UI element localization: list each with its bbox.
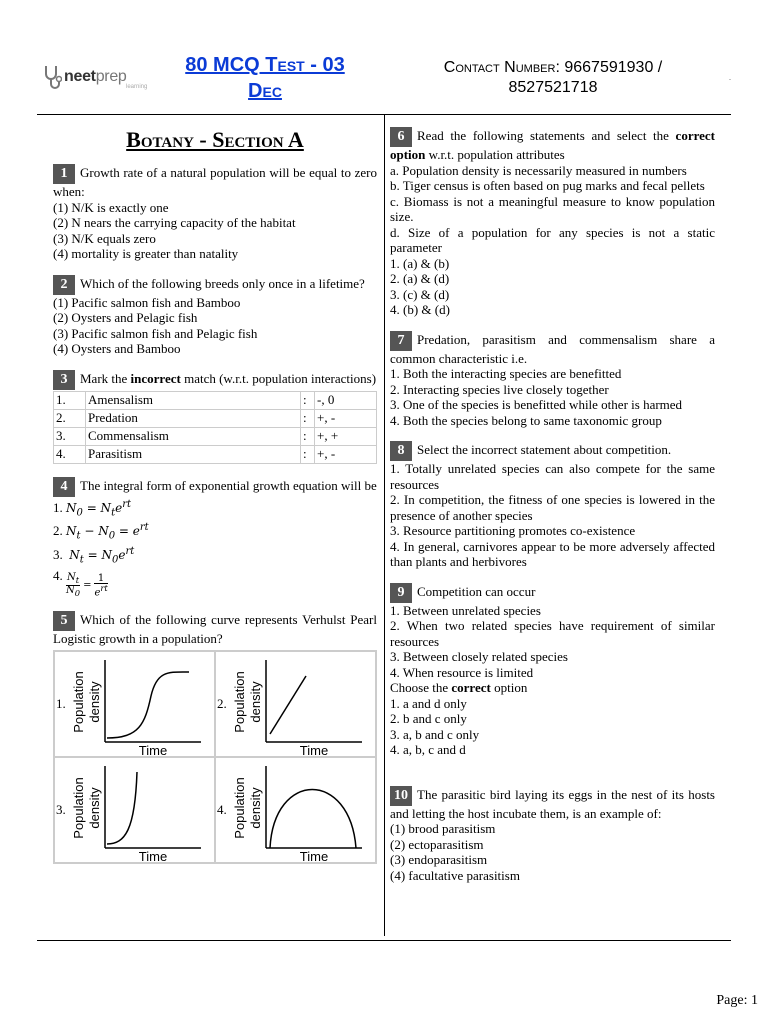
question-9: 9 Competition can occur 1. Between unrelated species 2. When two related species have requirement of similar resources 3. Between closely related species 4. When resource is limited Choose the correct option 1. a and d only 2. b and c only 3. a, b and c only 4. a, b, c and d (390, 583, 715, 757)
question-5: 5 Which of the following curve represents Verhulst Pearl Logistic growth in a population? 1. Population density Time 2. Population density Time 3. Population density Time 4. Population density Time (53, 612, 377, 862)
sigmoid-graph (69, 654, 209, 756)
question-number: 10 (390, 786, 412, 806)
option: 2. $N_t - N_0 = e^{rt}$ (53, 522, 149, 542)
right-column (390, 127, 715, 896)
page-number: Page: 1 (716, 993, 758, 1008)
svg-text:Population: Population (71, 776, 86, 839)
equation: $N_t - N_0 = e^{rt}$ (66, 522, 149, 542)
question-1: 1 Growth rate of a natural population will be equal to zero when: (1) N/K is exactly one (2) N nears the carrying capacity of the habitat (3) N/K equals zero (4) mortality is greater than natality (53, 164, 377, 261)
statement: 4. When resource is limited (390, 664, 534, 680)
column-divider (384, 114, 385, 936)
question-7: 7 Predation, parasitism and commensalism share a common characteristic i.e. 1. Both the interacting species are benefitted 2. Interacting species live closely together 3. One of the species is benefitted while other is harmed 4. Both the species belong to same taxonomic group (390, 331, 715, 428)
option: (4) facultative parasitism (390, 867, 520, 883)
exponential-graph (69, 760, 209, 862)
svg-text:density: density (87, 787, 102, 829)
linear-graph (230, 654, 370, 756)
question-number: 1 (53, 164, 75, 184)
option: 4. a, b, c and d (390, 742, 466, 757)
bottom-rule (37, 940, 731, 941)
option: (4) mortality is greater than natality (53, 246, 239, 261)
svg-text:Time: Time (138, 848, 168, 862)
option: 1. Both the interacting species are benefitted (390, 366, 622, 381)
match-table (53, 391, 377, 464)
option: (2) Oysters and Pelagic fish (53, 310, 198, 325)
option: 1. (a) & (b) (390, 255, 450, 271)
statement: 3. Between closely related species (390, 649, 568, 664)
statement: c. Biomass is not a meaningful measure to know population size. (390, 193, 715, 224)
option: 2. (a) & (d) (390, 271, 450, 286)
option: 3. Resource partitioning promotes co-existence (390, 523, 636, 538)
svg-text:Population: Population (232, 776, 247, 839)
graph-option-2: 2. Population density Time (215, 651, 376, 757)
option: 4. Both the species belong to same taxonomic group (390, 412, 662, 428)
question-6: 6 Read the following statements and select the correct option w.r.t. population attributes a. Population density is necessarily measured in numbers b. Tiger census is often based on pug marks and fecal pellets c. Biomass is not a meaningful measure to know population size. d. Size of a population for any species is not a static parameter 1. (a) & (b) 2. (a) & (d) 3. (c) & (d) 4. (b) & (d) (390, 127, 715, 317)
left-column (53, 126, 377, 877)
option: 1. a and d only (390, 695, 467, 711)
option: (2) N nears the carrying capacity of the habitat (53, 215, 296, 230)
question-number: 8 (390, 441, 412, 461)
svg-text:Time: Time (299, 742, 329, 756)
svg-text:density: density (87, 681, 102, 723)
logo-wordmark: neetprep (64, 68, 127, 86)
graph-option-1: 1. Population density Time (54, 651, 215, 757)
table-row: 3. Commensalism : +, + (54, 427, 377, 445)
question-number: 4 (53, 477, 75, 497)
option: 2. In competition, the fitness of one species is lowered in the presence of another species (390, 492, 715, 523)
svg-text:Population: Population (71, 670, 86, 733)
graph-option-4: 4. Population density Time (215, 757, 376, 863)
graph-option-3: 3. Population density Time (54, 757, 215, 863)
option: (2) ectoparasitism (390, 836, 484, 852)
choose-instruction: Choose the correct option (390, 680, 528, 695)
option: 3. a, b and c only (390, 726, 480, 742)
option: (3) endoparasitism (390, 852, 488, 867)
option: (1) N/K is exactly one (53, 199, 169, 215)
svg-text:density: density (248, 681, 263, 723)
option: (4) Oysters and Bamboo (53, 341, 181, 356)
option: 1. Totally unrelated species can also compete for the same resources (390, 461, 715, 492)
question-10: 10 The parasitic bird laying its eggs in the nest of its hosts and letting the host incubate them, is an example of: (1) brood parasitism (2) ectoparasitism (3) endoparasitism (4) facultative parasitism (390, 786, 715, 883)
option: 1. $N_0 = N_te^{rt}$ (53, 498, 132, 518)
question-3: 3 Mark the incorrect match (w.r.t. population interactions) 1. Amensalism : -, 0 2. Predation : +, - 3. Commensalism : +, + 4. Parasitism : +, - (53, 370, 377, 464)
statement: d. Size of a population for any species is not a static parameter (390, 224, 715, 255)
svg-text:Population: Population (232, 670, 247, 733)
option: 4. In general, carnivores appear to be more adversely affected than plants and herbivores (390, 538, 715, 569)
option: (1) brood parasitism (390, 821, 496, 836)
table-row: 1. Amensalism : -, 0 (54, 391, 377, 409)
question-4: 4 The integral form of exponential growth equation will be 1. $N_0 = N_te^{rt}$ 2. $N_t - N_0 = e^{rt}$ 3. $N_t = N_0e^{rt}$ 4. $\frac{N_t}{N_0}$ = 1 $e^{rt}$ (53, 477, 377, 599)
option: (3) N/K equals zero (53, 230, 156, 246)
statement: 2. When two related species have requirement of similar resources (390, 618, 715, 649)
question-number: 2 (53, 275, 75, 295)
statement: a. Population density is necessarily measured in numbers (390, 162, 687, 178)
equation: $\frac{N_t}{N_0}$ = 1 $e^{rt}$ (66, 572, 108, 599)
table-row: 4. Parasitism : +, - (54, 445, 377, 463)
question-number: 7 (390, 331, 412, 351)
equation: $N_t = N_0e^{rt}$ (69, 546, 135, 566)
question-8: 8 Select the incorrect statement about competition. 1. Totally unrelated species can also compete for the same resources 2. In competition, the fitness of one species is lowered in the presence of another species 3. Resource partitioning promotes co-existence 4. In general, carnivores appear to be more adversely affected than plants and herbivores (390, 441, 715, 569)
option: 3. One of the species is benefitted while other is harmed (390, 397, 683, 412)
bell-graph (230, 760, 370, 862)
test-title-link[interactable]: 80 MCQ Test - 03 Dec (185, 54, 345, 102)
table-row: 2. Predation : +, - (54, 409, 377, 427)
svg-text:Time: Time (299, 848, 329, 862)
question-number: 3 (53, 370, 75, 390)
question-2: 2 Which of the following breeds only once in a lifetime? (1) Pacific salmon fish and Bamboo (2) Oysters and Pelagic fish (3) Pacific salmon fish and Pelagic fish (4) Oysters and Bamboo (53, 275, 377, 357)
option: 4. $\frac{N_t}{N_0}$ = 1 $e^{rt}$ (53, 568, 108, 599)
question-number: 5 (53, 611, 75, 631)
equation: $N_0 = N_te^{rt}$ (66, 498, 132, 518)
option: 3. (c) & (d) (390, 286, 450, 302)
section-title: Botany - Section A (126, 127, 304, 152)
option: (1) Pacific salmon fish and Bamboo (53, 294, 241, 310)
question-number: 6 (390, 127, 412, 147)
stethoscope-icon (42, 64, 62, 90)
option: (3) Pacific salmon fish and Pelagic fish (53, 325, 258, 341)
question-number: 9 (390, 583, 412, 603)
contact-number: Contact Number: 9667591930 / 8527521718 (443, 59, 663, 96)
logo-subtext: learning (126, 84, 148, 90)
option: 3. $N_t = N_0e^{rt}$ (53, 546, 135, 566)
statement: 1. Between unrelated species (390, 602, 541, 618)
option: 2. Interacting species live closely together (390, 381, 609, 397)
option: 2. b and c only (390, 711, 467, 726)
svg-text:density: density (248, 787, 263, 829)
neetprep-logo[interactable] (42, 62, 148, 92)
option: 4. (b) & (d) (390, 302, 450, 317)
header-dot: . (729, 73, 731, 82)
graph-grid (53, 650, 377, 864)
svg-text:Time: Time (138, 742, 168, 756)
statement: b. Tiger census is often based on pug marks and fecal pellets (390, 178, 705, 193)
